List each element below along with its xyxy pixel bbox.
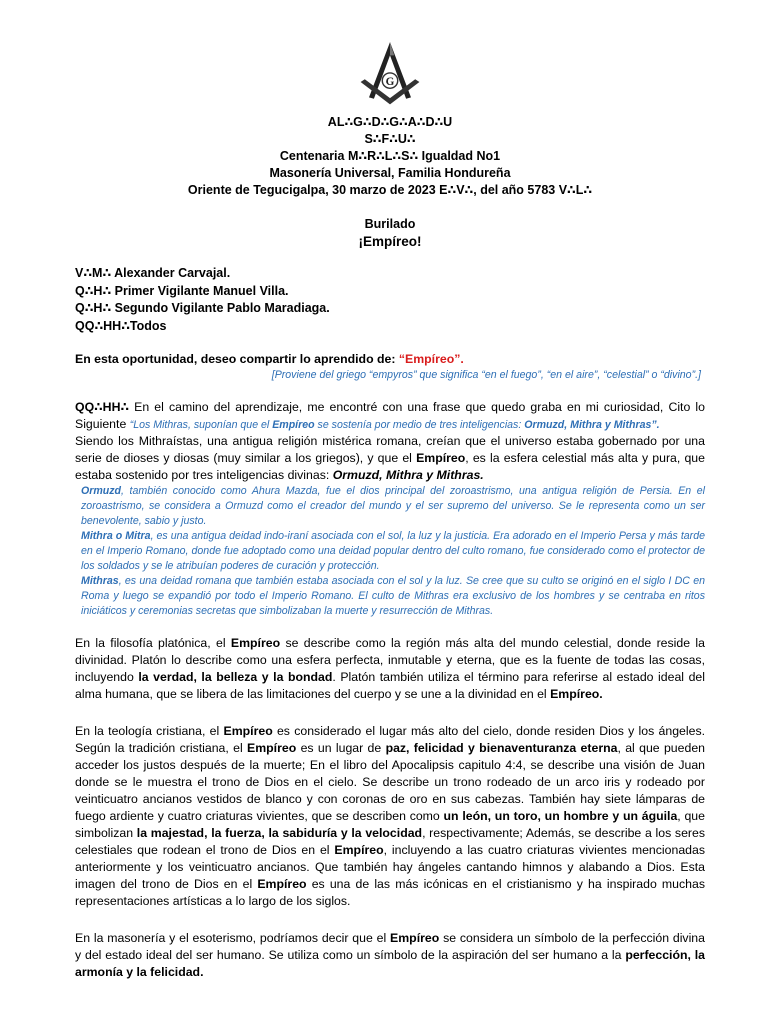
paragraph-platonic	[75, 635, 705, 703]
square-and-compass-icon	[355, 40, 425, 110]
p1-quote-bold: Ormuzd, Mithra y Mithras”.	[524, 419, 660, 431]
god-text: , también conocido como Ahura Mazda, fue el dios principal del zoroastrismo, una antigua religión de Persia. En el zoroastrismo, se considera a Ormuzd como el creador del mundo y el ser supremo del universo. Se le representa como un ser benevolente, sabio y justo.	[81, 485, 705, 527]
p2-text: En la filosofía platónica, el	[75, 636, 231, 650]
paragraph-masonry	[75, 930, 705, 981]
paragraph-christian	[75, 723, 705, 910]
p1-text: , es la esfera celestial más alta y pura, que estaba sostenido por tres inteligencias divinas:	[75, 451, 705, 482]
title-name: ¡Empíreo!	[358, 234, 422, 249]
header-line-3: Centenaria M∴R∴L∴S∴ Igualdad No1	[279, 149, 501, 163]
header-line-5: Oriente de Tegucigalpa, 30 marzo de 2023 E∴V∴, del año 5783 V∴L∴	[187, 183, 593, 197]
header-line-2: S∴F∴U∴	[364, 132, 416, 146]
officer-line: Q∴H∴ Segundo Vigilante Pablo Maradiaga.	[75, 301, 330, 315]
officer-line: Q∴H∴ Primer Vigilante Manuel Villa.	[75, 283, 289, 298]
god-name: Mithra o Mitra	[81, 530, 151, 542]
p3-text: En la teología cristiana, el	[75, 724, 224, 738]
paragraph-mithras	[75, 399, 705, 484]
p2-text: . Platón también utiliza el término para referirse al estado ideal del alma humana, que se libera de las limitaciones del cuerpo y se une a la divinidad en el	[75, 670, 705, 701]
intro-highlight: “Empíreo”.	[398, 352, 464, 366]
intro-text: En esta oportunidad, deseo compartir lo aprendido de:	[75, 352, 399, 366]
gods-list	[75, 484, 705, 619]
p3-text: es una de las más icónicas en el cristianismo y ha inspirado muchas representaciones artísticas a lo largo de los siglos.	[75, 877, 705, 908]
etymology-note: [Proviene del griego “empyros” que significa “en el fuego”, “en el aire”, “celestial” o “divino”.]	[271, 369, 701, 381]
document-title	[75, 215, 705, 251]
p3-bold: la majestad, la fuerza, la sabiduría y la velocidad	[136, 826, 423, 840]
p3-text: , incluyendo a las cuatro criaturas vivientes mencionadas anteriormente y los veinticuatro ancianos. Que también hay ángeles cantando himnos y alabando a Dios. Esta imagen del trono de Dios en el	[75, 843, 705, 891]
god-entry-mithras	[81, 574, 705, 619]
p3-bold: un león, un toro, un hombre y un águila	[443, 809, 678, 823]
p1-text: Siendo los Mithraístas, una antigua religión mistérica romana, creían que el universo estaba gobernado por una serie de dioses y diosas (muy similar a los griegos), y que el	[75, 434, 705, 465]
officer-line: V∴M∴ Alexander Carvajal.	[75, 266, 231, 280]
p3-bold: Empíreo	[334, 843, 384, 857]
officer-line: QQ∴HH∴Todos	[75, 318, 167, 333]
p3-text: es considerado el lugar más alto del cielo, donde residen Dios y los ángeles. Según la tradición cristiana, el	[75, 724, 706, 755]
p3-text: , que simbolizan	[75, 809, 705, 840]
god-text: , es una deidad romana que también estaba asociada con el sol y la luz. Se cree que su culto se originó en el siglo I DC en Roma y luego se expandió por todo el Imperio Romano. El culto de Mithras era exclusivo de los hombres y se centraba en ritos iniciáticos y ceremonias secretas que simbolizaban la muerte y resurrección de Mithras.	[81, 575, 705, 617]
god-name: Ormuzd	[81, 485, 122, 497]
god-text: , es una antigua deidad indo-iraní asociada con el sol, la luz y la justicia. Era adorado en el Imperio Persa y más tarde en el Imperio Romano, donde fue adoptado como una deidad popular dentro del culto romano, fue considerado como el protector de los soldados y se le atribuían poderes de curación y protección.	[81, 530, 705, 572]
officers-list	[75, 265, 705, 335]
p3-bold: paz, felicidad y bienaventuranza eterna	[385, 741, 618, 755]
p2-bold: la verdad, la belleza y la bondad	[138, 670, 333, 684]
header-line-4: Masonería Universal, Familia Hondureña	[269, 166, 511, 180]
p1-quote-bold: Empíreo	[272, 419, 315, 431]
svg-text:G: G	[385, 75, 395, 88]
p3-text: es un lugar de	[296, 741, 386, 755]
p1-quote: “Los Mithras, suponían que el	[129, 419, 273, 431]
document-page	[75, 40, 705, 981]
header-line-1: AL∴G∴D∴G∴A∴D∴U	[327, 115, 453, 129]
p1-lead: QQ∴HH∴	[75, 400, 130, 414]
p2-bold: Empíreo.	[550, 687, 603, 701]
p3-text: , respectivamente; Además, se describe a los seres celestiales que rodean el trono de Dios en el	[75, 826, 705, 857]
intro-paragraph	[75, 351, 705, 368]
p3-bold: Empíreo	[257, 877, 307, 891]
p4-bold: perfección, la armonía y la felicidad.	[75, 948, 706, 979]
god-name: Mithras	[81, 575, 119, 587]
p3-bold: Empíreo	[223, 724, 273, 738]
p1-bold-italic: Ormuzd, Mithra y Mithras.	[332, 468, 484, 482]
p1-text: En el camino del aprendizaje, me encontré con una frase que quedo graba en mi curiosidad, Cito lo Siguiente	[75, 400, 705, 431]
p3-bold: Empíreo	[247, 741, 297, 755]
p2-bold: Empíreo	[230, 636, 281, 650]
p4-bold: Empíreo	[390, 931, 440, 945]
god-entry-ormuzd	[81, 484, 705, 529]
title-label: Burilado	[364, 217, 416, 231]
god-entry-mithra	[81, 529, 705, 574]
p1-quote: se sostenía por medio de tres inteligencias:	[314, 419, 525, 431]
p4-text: En la masonería y el esoterismo, podríamos decir que el	[75, 931, 391, 945]
p4-text: se considera un símbolo de la perfección divina y del estado ideal del ser humano. Se utiliza como un símbolo de la aspiración del ser humano a la	[75, 931, 705, 962]
p1-bold: Empíreo	[416, 451, 466, 465]
lodge-header	[75, 114, 705, 199]
p3-text: , al que pueden acceder los justos después de la muerte; En el libro del Apocalipsis capitulo 4:4, se describe una visión de Juan donde se le muestra el trono de Dios en el cielo. Se describe un trono rodeado de un arco iris y rodeado por veinticuatro ancianos vestidos de blanco y con coronas de oro en sus cabezas. También hay siete lámparas de fuego ardiente y cuatro criaturas vivientes, que se describen como	[75, 741, 705, 823]
p2-text: se describe como la región más alta del mundo celestial, donde reside la divinidad. Platón lo describe como una esfera perfecta, inmutable y eterna, que es la fuente de todas las cosas, incluyendo	[75, 636, 705, 684]
